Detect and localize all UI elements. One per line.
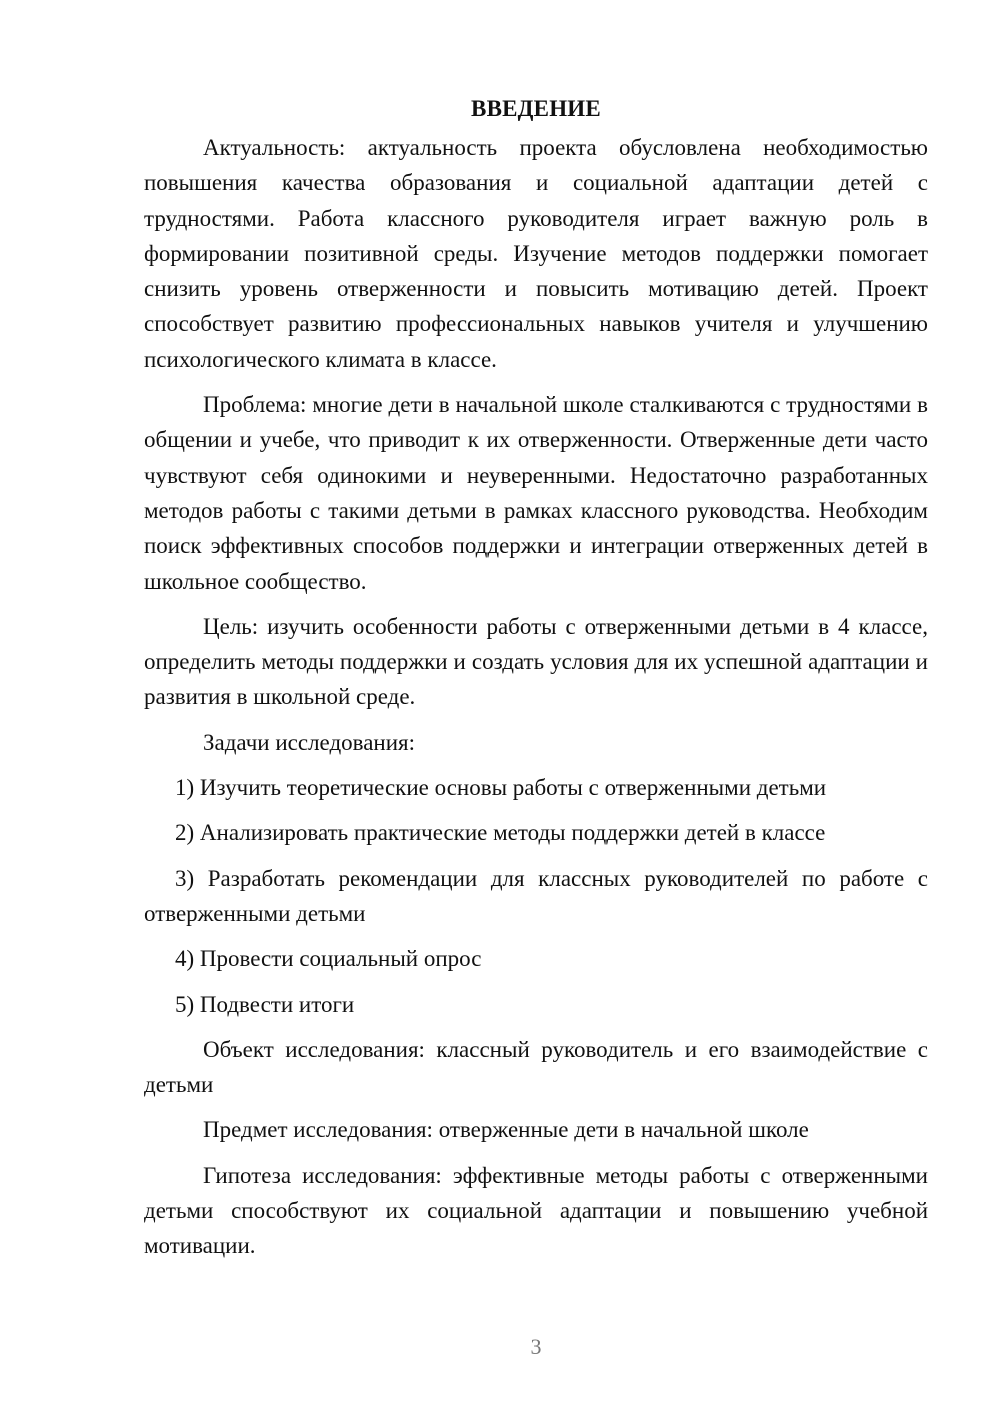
goal-paragraph: Цель: изучить особенности работы с отверженными детьми в 4 классе, определить методы поддержки и создать условия для их успешной адаптации и развития в школьной среде. <box>144 613 928 710</box>
task-item-2: 2) Анализировать практические методы поддержки детей в классе <box>175 820 826 846</box>
section-title: ВВЕДЕНИЕ <box>471 96 601 121</box>
task-item-5: 5) Подвести итоги <box>175 991 355 1017</box>
task-item-4: 4) Провести социальный опрос <box>175 946 482 972</box>
document-content <box>144 92 928 1274</box>
problem-paragraph: Проблема: многие дети в начальной школе сталкиваются с трудностями в общении и учебе, что приводит к их отверженности. Отверженные дети часто чувствуют себя одинокими и неуверенными. Недостаточно разработанных методов работы с такими детьми в рамках классного руководства. Необходим поиск эффективных способов поддержки и интеграции отверженных детей в школьное сообщество. <box>144 392 928 594</box>
relevance-paragraph: Актуальность: актуальность проекта обусловлена необходимостью повышения качества образования и социальной адаптации детей с трудностями. Работа классного руководителя играет важную роль в формировании позитивной среды. Изучение методов поддержки помогает снизить уровень отверженности и повысить мотивацию детей. Проект способствует развитию профессиональных навыков учителя и улучшению психологического климата в классе. <box>144 135 928 372</box>
page-number: 3 <box>530 1334 542 1359</box>
tasks-heading: Задачи исследования: <box>203 729 416 755</box>
task-item-3: 3) Разработать рекомендации для классных руководителей по работе с отверженными детьми <box>144 865 928 926</box>
subject-paragraph: Предмет исследования: отверженные дети в начальной школе <box>203 1117 809 1143</box>
object-paragraph: Объект исследования: классный руководитель и его взаимодействие с детьми <box>144 1036 928 1098</box>
task-item-1: 1) Изучить теоретические основы работы с отверженными детьми <box>175 775 827 801</box>
hypothesis-paragraph: Гипотеза исследования: эффективные методы работы с отверженными детьми способствуют их социальной адаптации и повышению учебной мотивации. <box>144 1162 928 1259</box>
